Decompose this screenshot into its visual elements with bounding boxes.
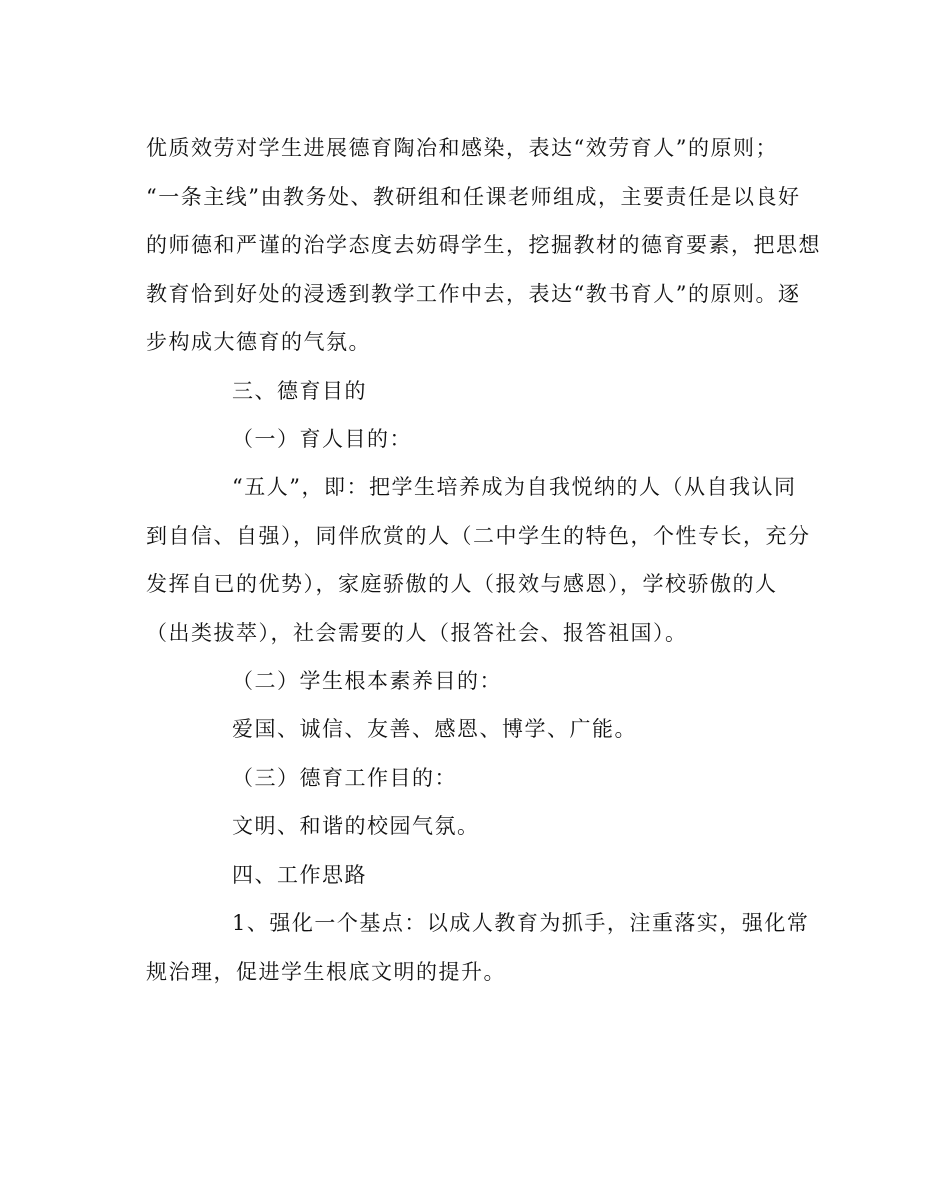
section-heading: 四、工作思路 xyxy=(232,863,367,887)
subsection-heading: （一）育人目的： xyxy=(232,427,412,451)
body-text-line: 文明、和谐的校园气氛。 xyxy=(232,814,480,838)
body-text-line: 优质效劳对学生进展德育陶冶和感染，表达“效劳育人”的原则； xyxy=(146,136,778,160)
section-heading: 三、德育目的 xyxy=(232,379,367,403)
body-text-line: 到自信、自强），同伴欣赏的人（二中学生的特色，个性专长，充分 xyxy=(146,524,811,548)
body-text-line: （出类拔萃），社会需要的人（报答社会、报答祖国）。 xyxy=(146,621,688,645)
subsection-heading: （二）学生根本素养目的： xyxy=(232,669,502,693)
body-text-line: 发挥自已的优势），家庭骄傲的人（报效与感恩），学校骄傲的人 xyxy=(146,572,778,596)
body-text-line: 规治理，促进学生根底文明的提升。 xyxy=(146,960,506,984)
body-text-line: “五人”，即：把学生培养成为自我悦纳的人（从自我认同 xyxy=(232,475,797,499)
body-text-line: 1、强化一个基点：以成人教育为抓手，注重落实，强化常 xyxy=(232,911,810,935)
body-text-line: 教育恰到好处的浸透到教学工作中去，表达“教书育人”的原则。逐 xyxy=(146,282,801,306)
body-text-line: 爱国、诚信、友善、感恩、博学、广能。 xyxy=(232,717,637,741)
body-text-line: 步构成大德育的气氛。 xyxy=(146,330,371,354)
body-text-line: 的师德和严谨的治学态度去妨碍学生，挖掘教材的德育要素，把思想 xyxy=(146,233,821,257)
subsection-heading: （三）德育工作目的： xyxy=(232,766,457,790)
body-text-line: “一条主线”由教务处、教研组和任课老师组成，主要责任是以良好 xyxy=(146,185,801,209)
